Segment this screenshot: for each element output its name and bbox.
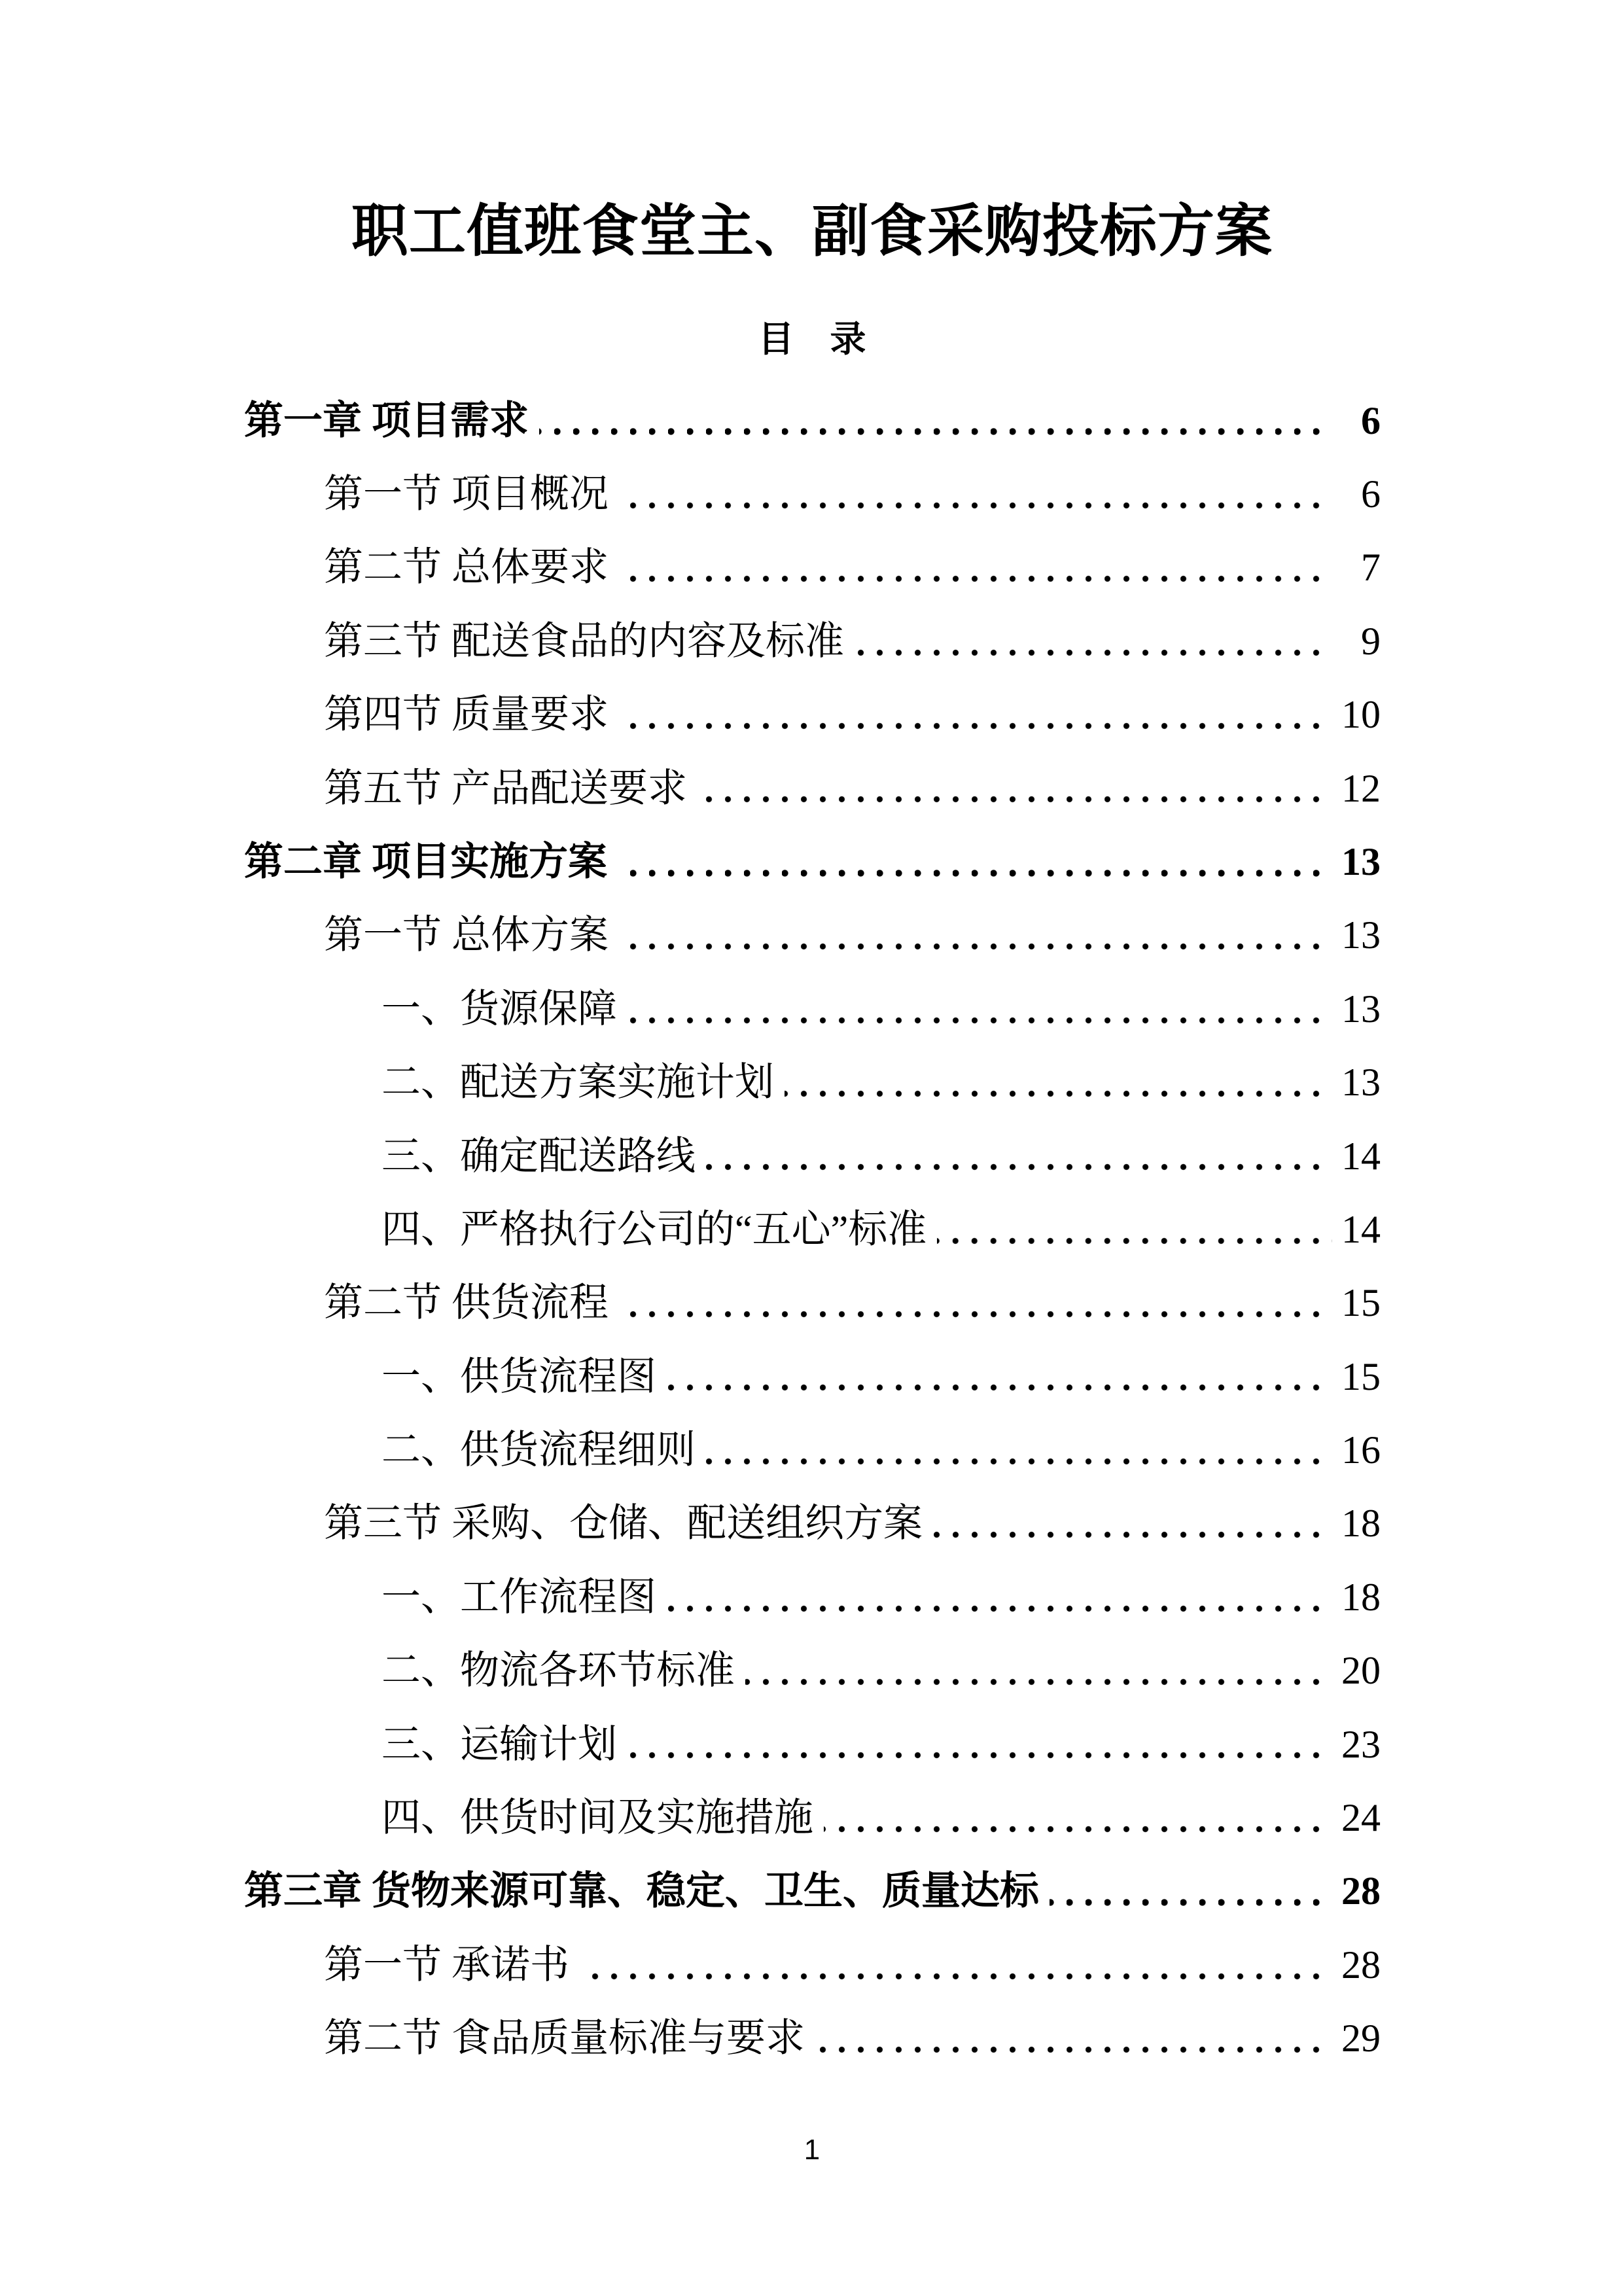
toc-entry-page-number: 23 xyxy=(1341,1722,1381,1766)
toc-entry-label: 第一节 项目概况 xyxy=(324,472,609,516)
dot-leader xyxy=(706,1457,1332,1466)
dot-leader xyxy=(619,1310,1332,1318)
toc-entry-page-number: 18 xyxy=(1341,1575,1381,1619)
toc-entry-page-number: 24 xyxy=(1341,1796,1381,1840)
toc-entry-page-number: 13 xyxy=(1341,839,1381,883)
toc-entry xyxy=(244,1033,1381,1106)
toc-entry xyxy=(244,811,1381,885)
dot-leader xyxy=(1050,1898,1332,1907)
dot-leader xyxy=(667,1383,1332,1392)
dot-leader xyxy=(619,942,1332,951)
dot-leader xyxy=(580,1972,1332,1981)
toc-entry xyxy=(244,1841,1381,1915)
toc-entry-page-number: 14 xyxy=(1341,1134,1381,1178)
toc-entry-page-number: 28 xyxy=(1341,1943,1381,1987)
toc-entry xyxy=(244,1694,1381,1767)
toc-entry-label: 三、运输计划 xyxy=(381,1722,617,1766)
dot-leader xyxy=(627,1016,1332,1025)
toc-entry xyxy=(244,370,1381,444)
toc-entry-page-number: 7 xyxy=(1361,546,1381,590)
toc-entry-page-number: 29 xyxy=(1341,2017,1381,2060)
toc-entry-label: 四、严格执行公司的“五心”标准 xyxy=(381,1207,927,1251)
toc-entry xyxy=(244,1547,1381,1620)
toc-entry-label: 二、配送方案实施计划 xyxy=(381,1061,774,1104)
toc-entry-label: 第五节 产品配送要求 xyxy=(324,766,687,810)
dot-leader xyxy=(619,574,1332,583)
toc-entry-label: 第二节 总体要求 xyxy=(324,546,609,590)
toc-entry xyxy=(244,1253,1381,1326)
toc-entry xyxy=(244,1106,1381,1179)
toc-entry-page-number: 10 xyxy=(1341,693,1381,737)
toc-entry-page-number: 6 xyxy=(1361,472,1381,516)
toc-entry xyxy=(244,1621,1381,1694)
toc-entry-label: 一、工作流程图 xyxy=(381,1575,656,1619)
dot-leader xyxy=(785,1089,1332,1098)
dot-leader xyxy=(539,427,1332,436)
toc-entry-page-number: 13 xyxy=(1341,1061,1381,1104)
dot-leader xyxy=(937,1237,1332,1245)
toc-entry-label: 第四节 质量要求 xyxy=(324,693,609,737)
toc-entry-label: 第三节 采购、仓储、配送组织方案 xyxy=(324,1502,923,1545)
toc-entry xyxy=(244,1767,1381,1841)
toc-entry-label: 第一节 承诺书 xyxy=(324,1943,569,1987)
dot-leader xyxy=(824,1825,1332,1833)
toc-entry-label: 一、供货流程图 xyxy=(381,1354,656,1398)
toc-heading: 目 录 xyxy=(758,319,866,359)
toc-entry-label: 第一节 总体方案 xyxy=(324,913,609,957)
toc-entry-label: 第二节 供货流程 xyxy=(324,1281,609,1325)
dot-leader xyxy=(618,869,1332,877)
toc-entry xyxy=(244,1179,1381,1252)
dot-leader xyxy=(745,1678,1332,1686)
toc-entry xyxy=(244,738,1381,811)
toc-entry xyxy=(244,591,1381,664)
dot-leader xyxy=(855,648,1332,657)
toc-entry-page-number: 12 xyxy=(1341,766,1381,810)
toc-entry xyxy=(244,665,1381,738)
dot-leader xyxy=(815,2045,1332,2054)
toc-entry xyxy=(244,1326,1381,1400)
toc-entry-page-number: 13 xyxy=(1341,987,1381,1031)
toc-entry-label: 四、供货时间及实施措施 xyxy=(381,1796,813,1840)
toc-entry-label: 第一章 项目需求 xyxy=(244,398,529,442)
dot-leader xyxy=(697,795,1332,804)
toc-entry-label: 第二章 项目实施方案 xyxy=(244,839,607,883)
toc-entry-page-number: 14 xyxy=(1341,1207,1381,1251)
toc-entry-page-number: 13 xyxy=(1341,913,1381,957)
toc-entry-page-number: 16 xyxy=(1341,1428,1381,1472)
toc-entry xyxy=(244,1400,1381,1473)
dot-leader xyxy=(933,1530,1332,1539)
toc-entry xyxy=(244,959,1381,1032)
toc-entry xyxy=(244,518,1381,591)
dot-leader xyxy=(619,501,1332,510)
toc-entry xyxy=(244,1915,1381,1988)
page-number: 1 xyxy=(803,2134,821,2166)
dot-leader xyxy=(706,1163,1332,1171)
toc-entry-page-number: 18 xyxy=(1341,1502,1381,1545)
toc-entry xyxy=(244,1474,1381,1547)
toc-entry-label: 第二节 食品质量标准与要求 xyxy=(324,2017,805,2060)
toc-entry-label: 二、供货流程细则 xyxy=(381,1428,696,1472)
toc-entry xyxy=(244,1988,1381,2062)
toc-entry-label: 一、货源保障 xyxy=(381,987,617,1031)
toc-entry-label: 第三节 配送食品的内容及标准 xyxy=(324,619,844,663)
toc-entry xyxy=(244,444,1381,517)
toc-entry-page-number: 6 xyxy=(1361,398,1381,442)
toc-entry-label: 第三章 货物来源可靠、稳定、卫生、质量达标 xyxy=(244,1869,1039,1913)
toc-entry-label: 三、确定配送路线 xyxy=(381,1134,696,1178)
dot-leader xyxy=(619,722,1332,730)
dot-leader xyxy=(627,1751,1332,1759)
toc-entry-page-number: 20 xyxy=(1341,1649,1381,1693)
document-title: 职工值班食堂主、副食采购投标方案 xyxy=(351,200,1273,263)
toc-entry-page-number: 15 xyxy=(1341,1354,1381,1398)
toc-entry xyxy=(244,885,1381,959)
toc-entry-page-number: 9 xyxy=(1361,619,1381,663)
toc-entry-label: 二、物流各环节标准 xyxy=(381,1649,735,1693)
toc-entry-page-number: 28 xyxy=(1341,1869,1381,1913)
toc-entry-page-number: 15 xyxy=(1341,1281,1381,1325)
dot-leader xyxy=(667,1604,1332,1613)
table-of-contents xyxy=(244,370,1381,2062)
